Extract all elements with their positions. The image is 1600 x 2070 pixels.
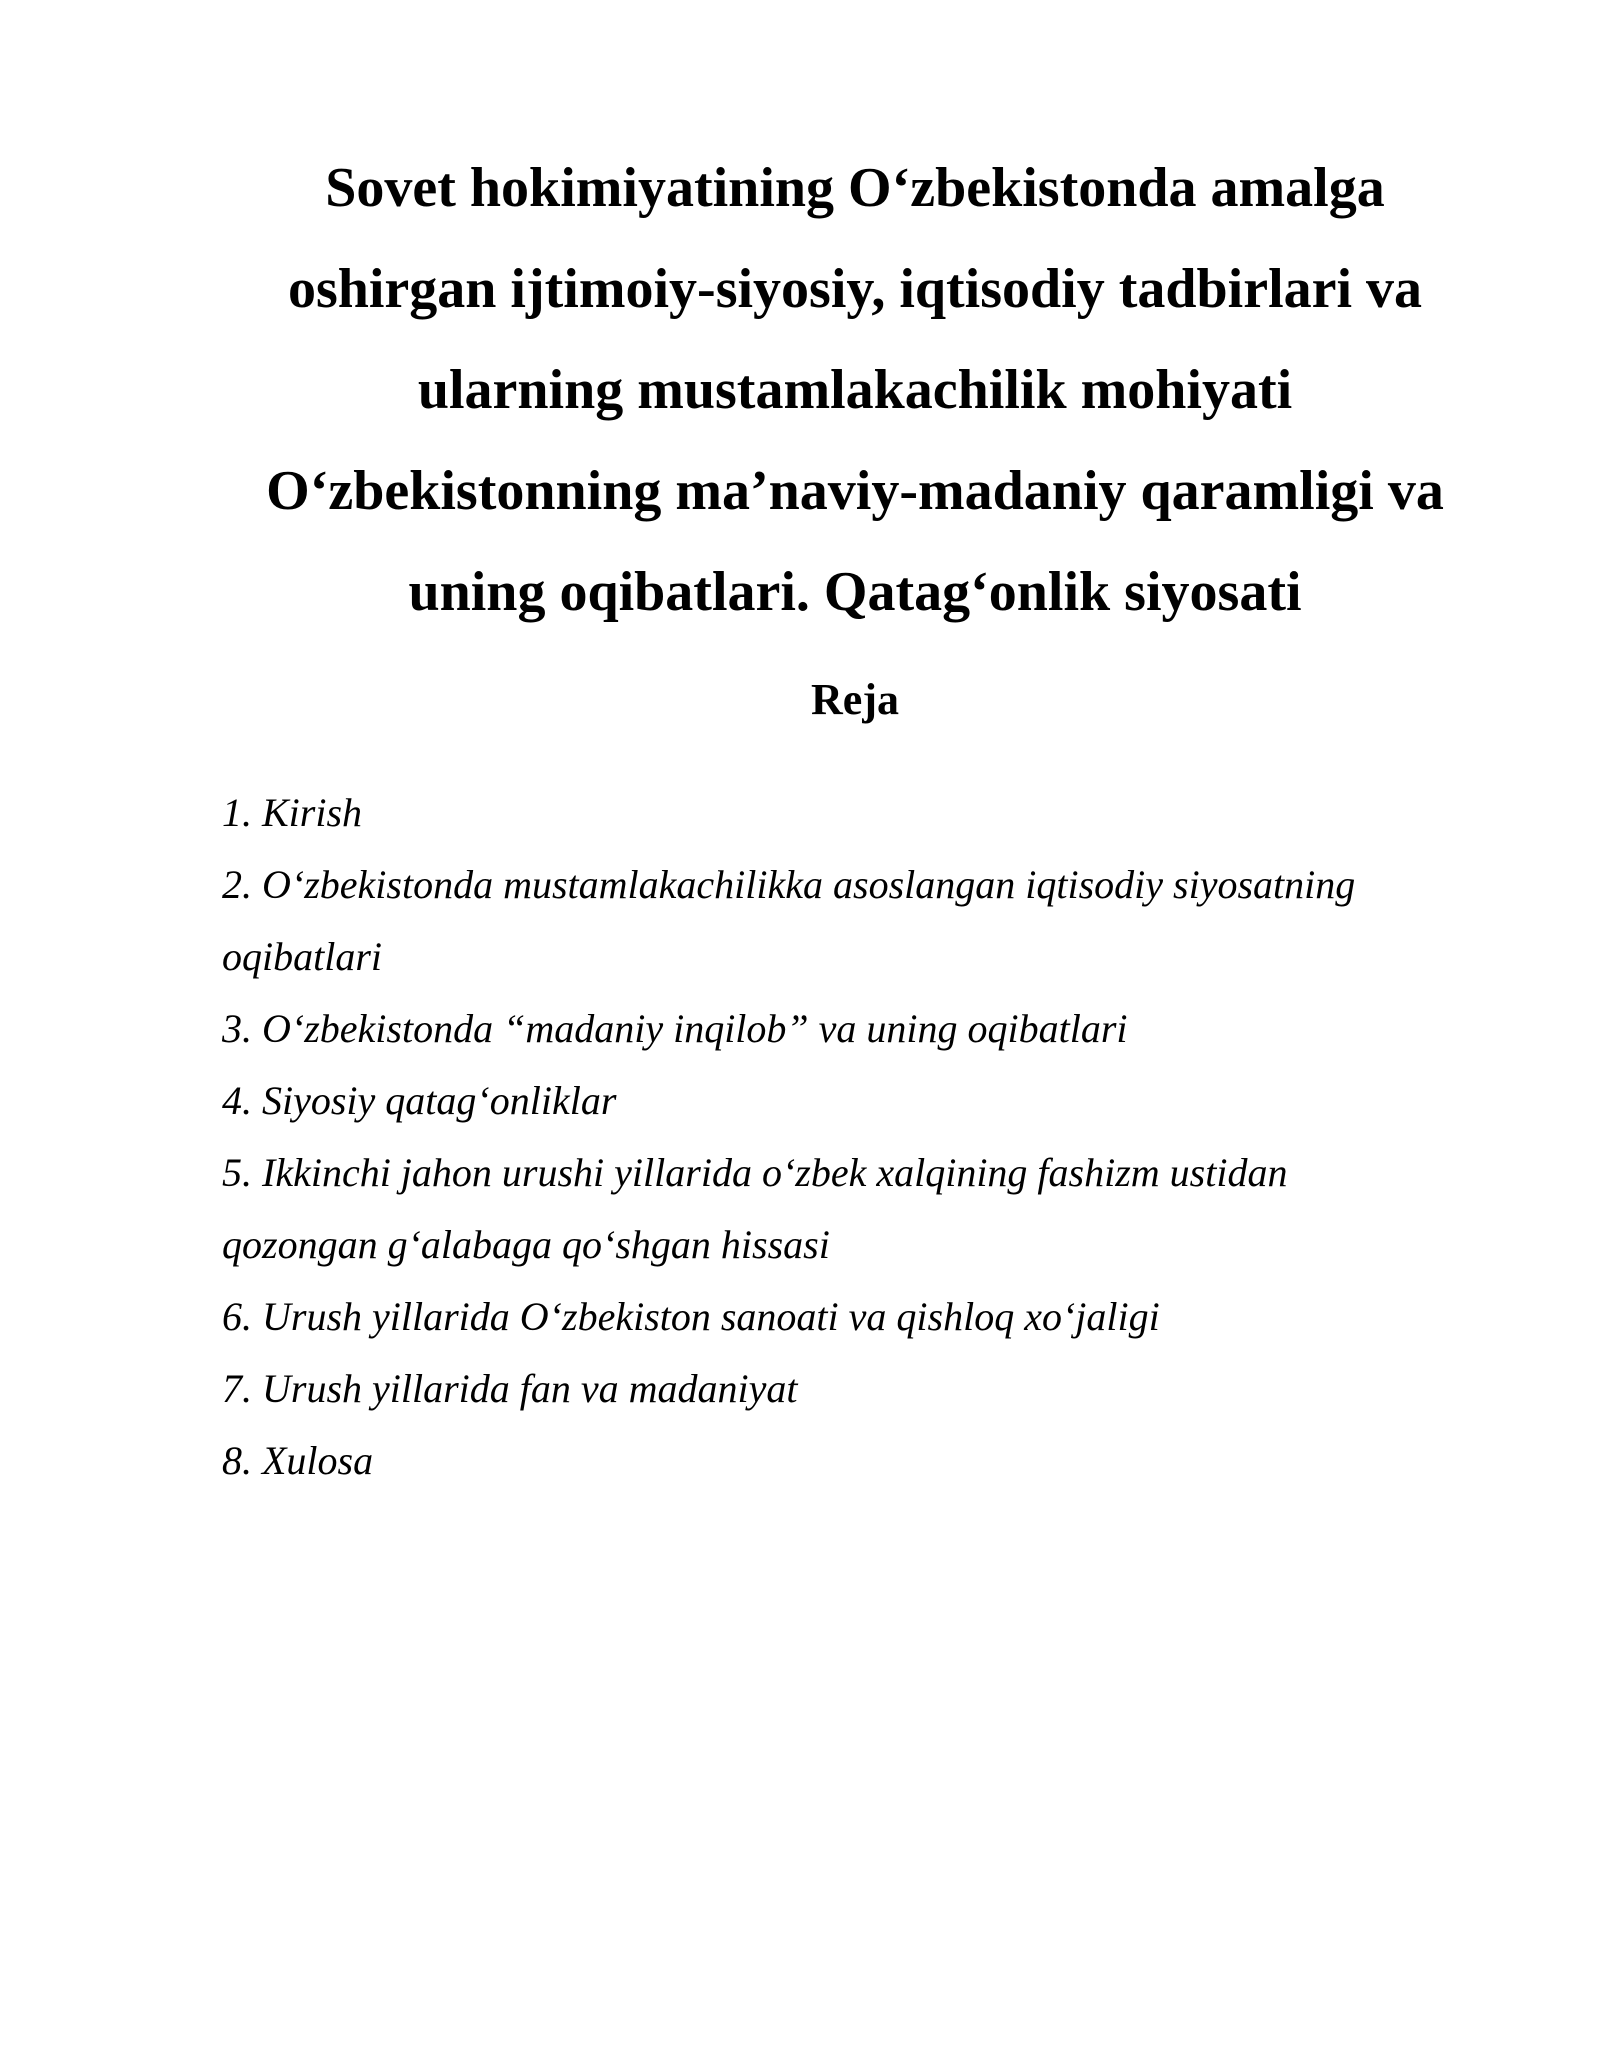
plan-item-4: 4. Siyosiy qatag‘onliklar	[222, 1078, 617, 1123]
plan-item-8: 8. Xulosa	[222, 1438, 374, 1483]
plan-item-5: 5. Ikkinchi jahon urushi yillarida o‘zbek xalqining fashizm ustidan	[222, 1150, 1288, 1195]
plan-item-2-continuation: oqibatlari	[222, 934, 383, 979]
plan-item-5-continuation: qozongan g‘alabaga qo‘shgan hissasi	[222, 1222, 830, 1267]
title-line-2: oshirgan ijtimoiy-siyosiy, iqtisodiy tadbirlari va	[287, 258, 1423, 320]
plan-item-2: 2. O‘zbekistonda mustamlakachilikka asoslangan iqtisodiy siyosatning	[222, 862, 1356, 907]
title-line-4: O‘zbekistonning ma’naviy-madaniy qaramligi va	[266, 460, 1444, 522]
document-title	[222, 138, 1488, 643]
plan-item-6: 6. Urush yillarida O‘zbekiston sanoati va qishloq xo‘jaligi	[222, 1294, 1160, 1339]
title-line-3: ularning mustamlakachilik mohiyati	[417, 359, 1293, 421]
plan-item-3: 3. O‘zbekistonda “madaniy inqilob” va uning oqibatlari	[222, 1006, 1128, 1051]
plan-item-7: 7. Urush yillarida fan va madaniyat	[222, 1366, 798, 1411]
title-line-5: uning oqibatlari. Qatag‘onlik siyosati	[408, 561, 1302, 623]
plan-item-1: 1. Kirish	[222, 790, 363, 835]
plan-list	[222, 777, 1488, 1497]
title-line-1: Sovet hokimiyatining O‘zbekistonda amalga	[325, 157, 1385, 219]
plan-heading: Reja	[811, 675, 899, 724]
